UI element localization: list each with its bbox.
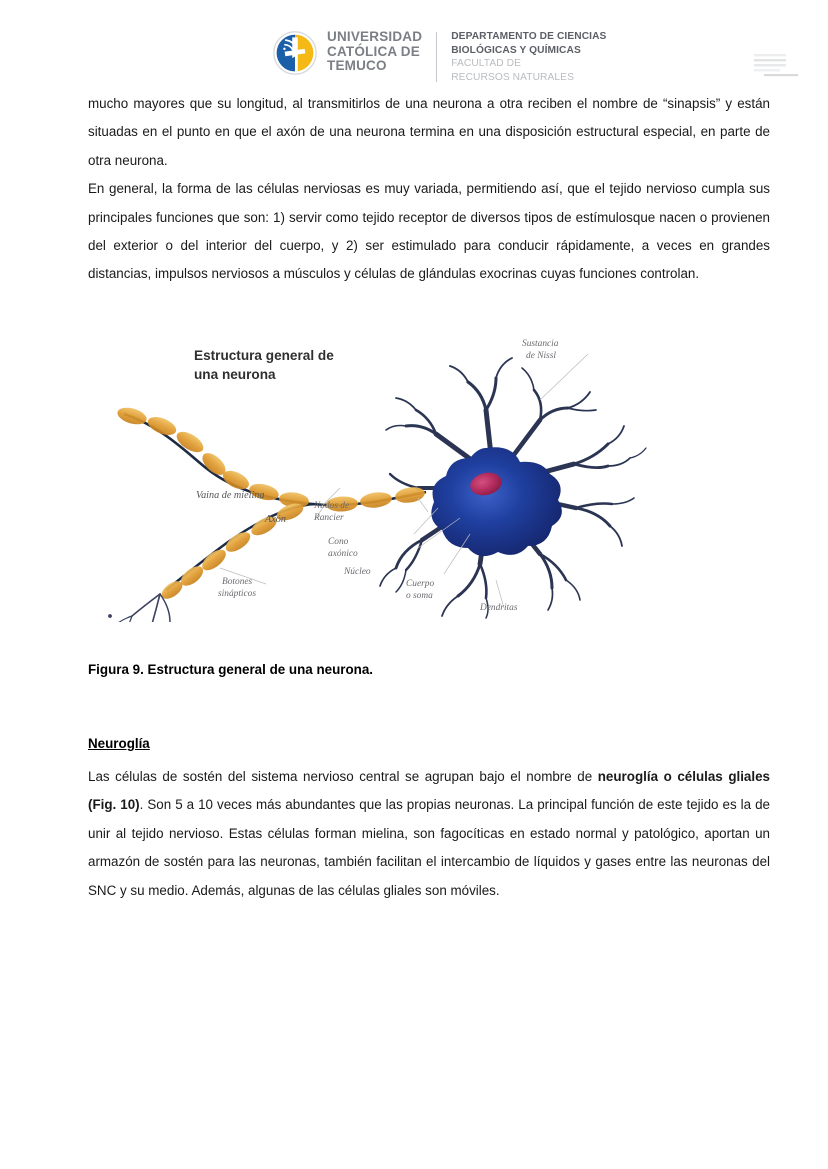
university-name-line2: CATÓLICA DE (327, 43, 420, 59)
neuron-diagram-illustration (88, 322, 688, 622)
label-dendritas: Dendritas (480, 603, 518, 613)
department-name (451, 28, 606, 84)
paragraph-3 (88, 763, 770, 905)
soma-body (431, 447, 562, 556)
label-botones-l1: Botones (222, 577, 253, 587)
section-heading-neuroglia: Neuroglía (88, 736, 150, 751)
label-axon: Axón (265, 514, 286, 525)
figure-title-line1: Estructura general de (194, 348, 334, 363)
label-cuerpo-l2: o soma (406, 591, 433, 601)
faculty-line2: RECURSOS NATURALES (451, 71, 574, 83)
text-block-lower (88, 733, 770, 905)
label-cono-l2: axónico (328, 549, 358, 559)
university-name (327, 28, 422, 74)
label-botones-l2: sinápticos (218, 589, 257, 599)
paragraph-3-part1: Las células de sostén del sistema nervioso central se agrupan bajo el nombre de (88, 769, 598, 784)
neuron-figure (88, 322, 688, 622)
axon-with-myelin (116, 405, 426, 603)
uct-circular-logo-icon (272, 30, 318, 76)
university-name-line1: UNIVERSIDAD (327, 29, 423, 44)
department-line2: BIOLÓGICAS Y QUÍMICAS (451, 44, 581, 56)
figure-caption: Figura 9. Estructura general de una neurona. (88, 662, 373, 677)
page-header (0, 28, 828, 90)
text-block-upper (88, 90, 770, 289)
paragraph-3-part2: . Son 5 a 10 veces más abundantes que las propias neuronas. La principal función de este tejido es la de unir al tejido nervioso. Estas células forman mielina, son fagocíticas en estado normal y patológico, aportan un armazón de sostén para las neuronas, también facilitan el intercambio de líquidos y gases entre las neuronas del SNC y su medio. Además, algunas de las células gliales son móviles. (88, 797, 770, 898)
figure-title-line2: una neurona (194, 367, 276, 382)
paragraph-2: En general, la forma de las células nerviosas es muy variada, permitiendo así, que el tejido nervioso cumpla sus principales funciones que son: 1) servir como tejido receptor de diversos tipos de estímulosque nacen o provienen del exterior o del interior del cuerpo, y 2) ser estimulado para conducir rápidamente, a veces en grandes distancias, impulsos nerviosos a músculos y células de glándulas exocrinas cuyas funciones controlan. (88, 181, 770, 282)
header-divider (436, 32, 437, 82)
label-vaina-mielina: Vaina de mielina (196, 490, 265, 501)
label-nucleo: Núcleo (344, 567, 371, 577)
label-cono-l1: Cono (328, 537, 349, 547)
paragraph-1: mucho mayores que su longitud, al transmitirlos de una neurona a otra reciben el nombre de “sinapsis” y están situadas en el punto en que el axón de una neurona termina en una disposición estructural especial, en parte de otra neurona. (88, 96, 770, 168)
label-sustancia-nissl-l1: Sustancia (522, 339, 559, 349)
figure-caption-wrap (88, 660, 770, 680)
faint-lines-watermark-icon (748, 50, 800, 80)
department-line1: DEPARTAMENTO DE CIENCIAS (451, 31, 607, 42)
header-logo-group (272, 28, 606, 84)
label-sustancia-nissl-l2: de Nissl (526, 351, 556, 361)
faculty-line1: FACULTAD DE (451, 58, 521, 70)
label-nodos-l1: Nodos de (314, 501, 350, 511)
label-nodos-l2: Rancier (314, 513, 344, 523)
university-name-line3: TEMUCO (327, 58, 387, 74)
label-cuerpo-l1: Cuerpo (406, 579, 435, 589)
paragraph-3-bold: neuroglía o células gliales (Fig. 10) (88, 769, 770, 813)
